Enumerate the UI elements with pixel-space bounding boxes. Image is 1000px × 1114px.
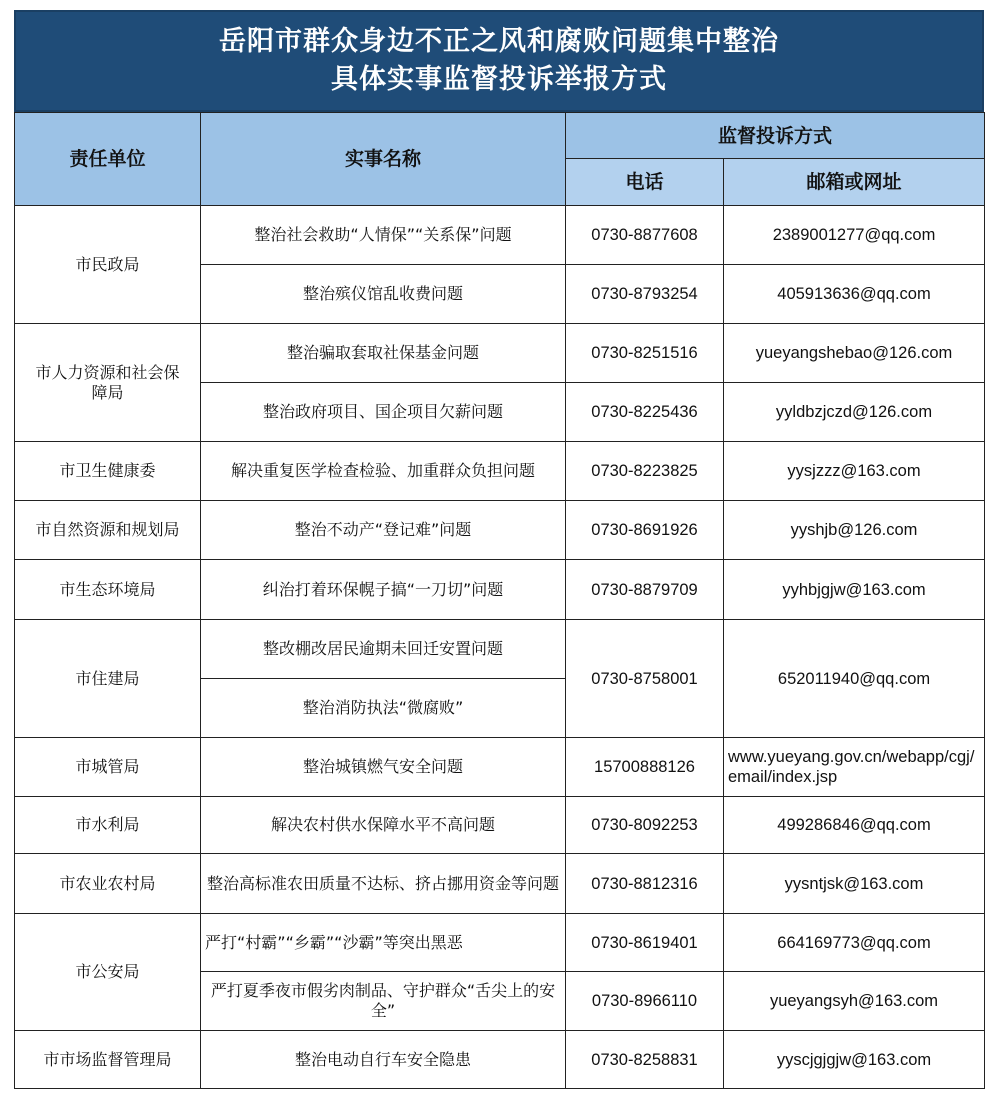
table-row — [15, 560, 985, 620]
item-name: 整治殡仪馆乱收费问题 — [201, 265, 566, 324]
email-cell: yysntjsk@163.com — [724, 854, 985, 914]
item-name: 严打“村霸”“乡霸”“沙霸”等突出黑恶 — [201, 914, 566, 972]
phone-cell: 15700888126 — [566, 738, 724, 797]
item-name: 解决农村供水保障水平不高问题 — [201, 797, 566, 854]
email-cell: yueyangsyh@163.com — [724, 972, 985, 1031]
table-row — [15, 501, 985, 560]
item-name: 整治消防执法“微腐败” — [201, 679, 566, 738]
item-name: 整治不动产“登记难”问题 — [201, 501, 566, 560]
unit-cell: 市市场监督管理局 — [15, 1031, 201, 1089]
unit-cell: 市公安局 — [15, 914, 201, 1031]
phone-cell: 0730-8619401 — [566, 914, 724, 972]
table-row — [15, 442, 985, 501]
phone-cell: 0730-8812316 — [566, 854, 724, 914]
email-cell: yyldbzjczd@126.com — [724, 383, 985, 442]
notice-frame — [14, 10, 984, 1089]
table-row — [15, 738, 985, 797]
header-row — [15, 113, 985, 159]
email-cell: yyscjgjgjw@163.com — [724, 1031, 985, 1089]
item-name: 整治政府项目、国企项目欠薪问题 — [201, 383, 566, 442]
email-cell: 2389001277@qq.com — [724, 206, 985, 265]
email-cell: yyhbjgjw@163.com — [724, 560, 985, 620]
unit-cell: 市民政局 — [15, 206, 201, 324]
title-line-2: 具体实事监督投诉举报方式 — [331, 64, 667, 95]
unit-cell: 市自然资源和规划局 — [15, 501, 201, 560]
table-row — [15, 797, 985, 854]
unit-cell: 市农业农村局 — [15, 854, 201, 914]
phone-cell: 0730-8793254 — [566, 265, 724, 324]
unit-cell: 市人力资源和社会保障局 — [15, 324, 201, 442]
phone-cell: 0730-8758001 — [566, 620, 724, 738]
unit-cell: 市生态环境局 — [15, 560, 201, 620]
unit-cell: 市城管局 — [15, 738, 201, 797]
email-cell: 405913636@qq.com — [724, 265, 985, 324]
phone-cell: 0730-8691926 — [566, 501, 724, 560]
phone-cell: 0730-8092253 — [566, 797, 724, 854]
header-phone: 电话 — [566, 159, 724, 206]
header-unit: 责任单位 — [15, 113, 201, 206]
email-cell: 499286846@qq.com — [724, 797, 985, 854]
phone-cell: 0730-8877608 — [566, 206, 724, 265]
item-name: 整治城镇燃气安全问题 — [201, 738, 566, 797]
email-cell: yyshjb@126.com — [724, 501, 985, 560]
phone-cell: 0730-8251516 — [566, 324, 724, 383]
email-cell: yueyangshebao@126.com — [724, 324, 985, 383]
item-name: 整治社会救助“人情保”“关系保”问题 — [201, 206, 566, 265]
item-name: 整治电动自行车安全隐患 — [201, 1031, 566, 1089]
table-row — [15, 854, 985, 914]
web-address-cell: www.yueyang.gov.cn/webapp/cgj/email/index.jsp — [724, 738, 985, 797]
email-cell: yysjzzz@163.com — [724, 442, 985, 501]
item-name: 整治骗取套取社保基金问题 — [201, 324, 566, 383]
email-cell: 664169773@qq.com — [724, 914, 985, 972]
complaint-table — [14, 112, 985, 1089]
item-name: 严打夏季夜市假劣肉制品、守护群众“舌尖上的安全” — [201, 972, 566, 1031]
header-name: 实事名称 — [201, 113, 566, 206]
title-line-1: 岳阳市群众身边不正之风和腐败问题集中整治 — [219, 26, 779, 57]
table-row — [15, 914, 985, 972]
table-row — [15, 206, 985, 265]
unit-cell: 市住建局 — [15, 620, 201, 738]
table-row — [15, 620, 985, 679]
unit-cell: 市卫生健康委 — [15, 442, 201, 501]
table-row — [15, 1031, 985, 1089]
header-method: 监督投诉方式 — [566, 113, 985, 159]
title-banner — [14, 10, 984, 112]
phone-cell: 0730-8879709 — [566, 560, 724, 620]
item-name: 整治高标准农田质量不达标、挤占挪用资金等问题 — [201, 854, 566, 914]
item-name: 纠治打着环保幌子搞“一刀切”问题 — [201, 560, 566, 620]
phone-cell: 0730-8966110 — [566, 972, 724, 1031]
item-name: 解决重复医学检查检验、加重群众负担问题 — [201, 442, 566, 501]
table-row — [15, 324, 985, 383]
header-email: 邮箱或网址 — [724, 159, 985, 206]
unit-cell: 市水利局 — [15, 797, 201, 854]
phone-cell: 0730-8223825 — [566, 442, 724, 501]
item-name: 整改棚改居民逾期未回迁安置问题 — [201, 620, 566, 679]
phone-cell: 0730-8225436 — [566, 383, 724, 442]
email-cell: 652011940@qq.com — [724, 620, 985, 738]
phone-cell: 0730-8258831 — [566, 1031, 724, 1089]
